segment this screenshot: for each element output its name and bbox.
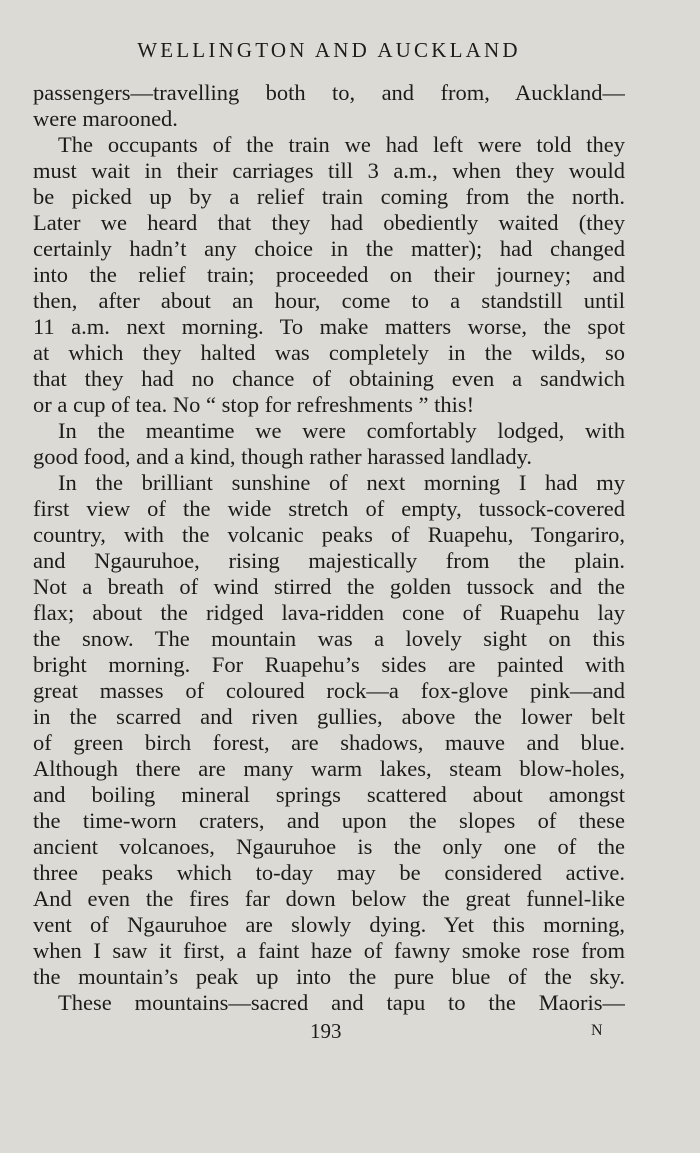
- text-line: in the scarred and riven gullies, above the lower belt: [33, 704, 625, 729]
- text-line: the snow. The mountain was a lovely sight on this: [33, 626, 625, 651]
- page-footer: [33, 1017, 625, 1045]
- text-line: the mountain’s peak up into the pure blue of the sky.: [33, 964, 625, 989]
- page-number: 193: [310, 1019, 342, 1043]
- text-line: country, with the volcanic peaks of Ruapehu, Tongariro,: [33, 522, 625, 547]
- text-line: and Ngauruhoe, rising majestically from the plain.: [33, 548, 625, 573]
- text-line: first view of the wide stretch of empty, tussock-covered: [33, 496, 625, 521]
- text-line: certainly hadn’t any choice in the matter); had changed: [33, 236, 625, 261]
- body-text: [33, 80, 625, 1016]
- signature-mark: N: [590, 1022, 603, 1039]
- text-line: three peaks which to-day may be considered active.: [33, 860, 625, 885]
- text-line: great masses of coloured rock—a fox-glove pink—and: [33, 678, 625, 703]
- text-line: In the meantime we were comfortably lodged, with: [58, 418, 625, 443]
- text-line: Not a breath of wind stirred the golden tussock and the: [33, 574, 625, 599]
- text-line: flax; about the ridged lava-ridden cone of Ruapehu lay: [33, 600, 625, 625]
- text-line: 11 a.m. next morning. To make matters worse, the spot: [33, 314, 625, 339]
- text-line: must wait in their carriages till 3 a.m., when they would: [33, 158, 625, 183]
- text-line: the time-worn craters, and upon the slopes of these: [33, 808, 625, 833]
- text-line: Later we heard that they had obediently waited (they: [33, 210, 625, 235]
- text-line: were marooned.: [33, 106, 178, 131]
- text-line: when I saw it first, a faint haze of fawny smoke rose from: [33, 938, 625, 963]
- book-page: [33, 0, 625, 1153]
- text-line: at which they halted was completely in the wilds, so: [33, 340, 625, 365]
- text-line: into the relief train; proceeded on their journey; and: [33, 262, 625, 287]
- text-line: These mountains—sacred and tapu to the Maoris—: [58, 990, 625, 1015]
- text-line: Although there are many warm lakes, steam blow-holes,: [33, 756, 625, 781]
- text-line: be picked up by a relief train coming from the north.: [33, 184, 625, 209]
- running-head: WELLINGTON AND AUCKLAND: [137, 38, 521, 62]
- text-line: And even the fires far down below the great funnel-like: [33, 886, 625, 911]
- text-line: of green birch forest, are shadows, mauve and blue.: [33, 730, 625, 755]
- text-line: vent of Ngauruhoe are slowly dying. Yet this morning,: [33, 912, 625, 937]
- text-line: or a cup of tea. No “ stop for refreshments ” this!: [33, 392, 475, 417]
- text-line: that they had no chance of obtaining even a sandwich: [33, 366, 625, 391]
- text-line: then, after about an hour, come to a standstill until: [33, 288, 625, 313]
- text-line: good food, and a kind, though rather harassed landlady.: [33, 444, 533, 469]
- text-line: and boiling mineral springs scattered about amongst: [33, 782, 625, 807]
- text-line: The occupants of the train we had left were told they: [58, 132, 625, 157]
- text-line: In the brilliant sunshine of next morning I had my: [58, 470, 625, 495]
- text-line: bright morning. For Ruapehu’s sides are painted with: [33, 652, 625, 677]
- text-line: ancient volcanoes, Ngauruhoe is the only one of the: [33, 834, 625, 859]
- text-line: passengers—travelling both to, and from, Auckland—: [33, 80, 625, 105]
